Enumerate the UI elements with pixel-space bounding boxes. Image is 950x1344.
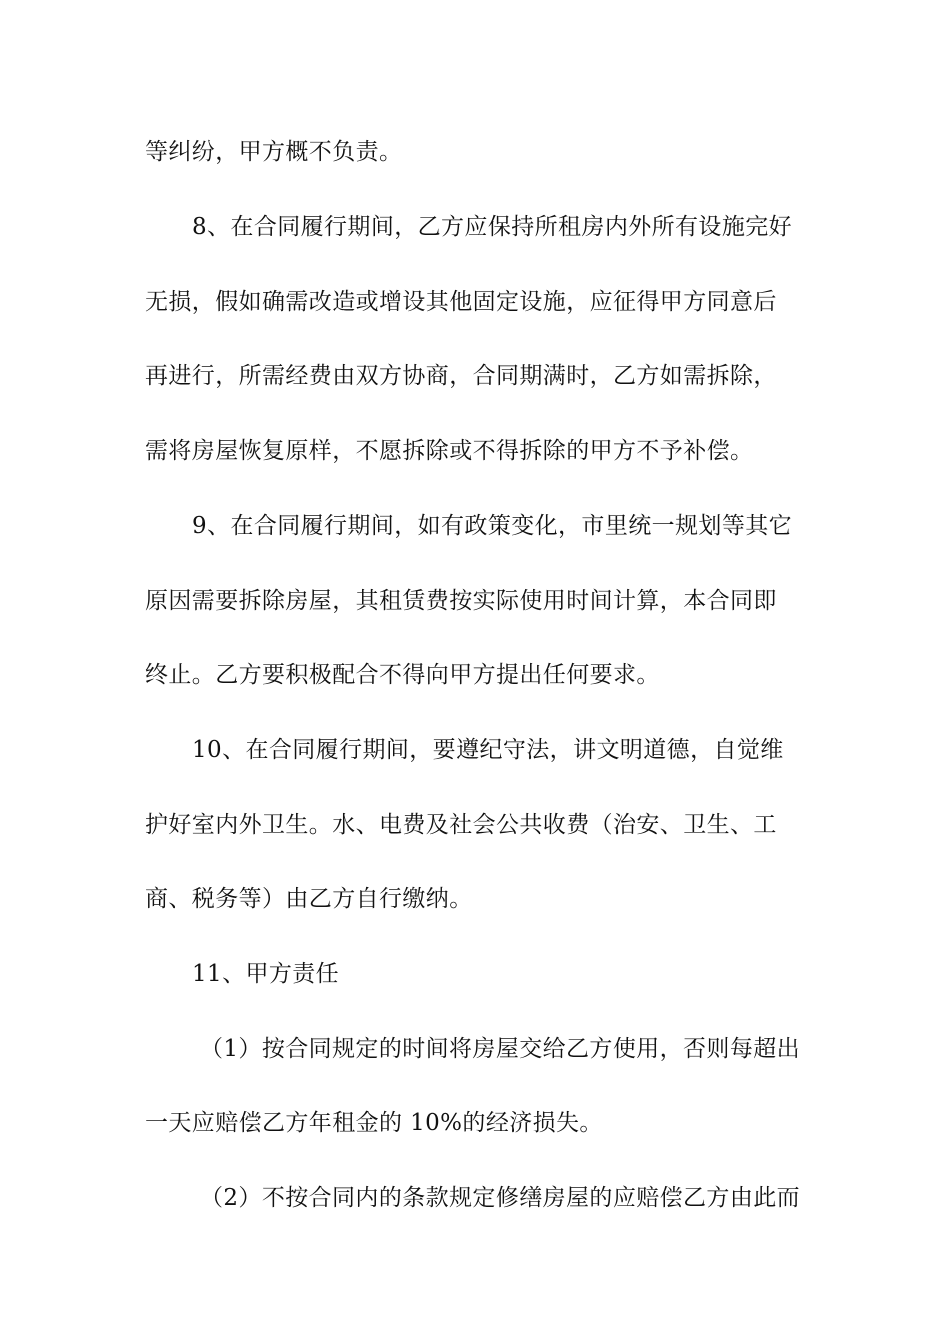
clause-8-line-4: 需将房屋恢复原样，不愿拆除或不得拆除的甲方不予补偿。 — [145, 438, 754, 464]
clause-7-end-line: 等纠纷，甲方概不负责。 — [145, 139, 403, 165]
clause-11-item-2-line-1: （2）不按合同内的条款规定修缮房屋的应赔偿乙方由此而 — [200, 1185, 801, 1211]
clause-9-line-1: 9、在合同履行期间，如有政策变化，市里统一规划等其它 — [192, 513, 793, 539]
clause-8-line-3: 再进行，所需经费由双方协商，合同期满时，乙方如需拆除， — [145, 363, 777, 389]
clause-9-line-3: 终止。乙方要积极配合不得向甲方提出任何要求。 — [145, 662, 660, 688]
clause-10-line-3: 商、税务等）由乙方自行缴纳。 — [145, 886, 473, 912]
clause-9-line-2: 原因需要拆除房屋，其租赁费按实际使用时间计算，本合同即 — [145, 588, 777, 614]
clause-10-line-2: 护好室内外卫生。水、电费及社会公共收费（治安、卫生、工 — [145, 812, 777, 838]
clause-11-item-1-line-1: （1）按合同规定的时间将房屋交给乙方使用，否则每超出 — [200, 1036, 801, 1062]
clause-10-line-1: 10、在合同履行期间，要遵纪守法，讲文明道德，自觉维 — [192, 737, 784, 763]
clause-11-item-1-line-2: 一天应赔偿乙方年租金的 10%的经济损失。 — [145, 1110, 603, 1136]
clause-11-heading: 11、甲方责任 — [192, 961, 340, 987]
clause-8-line-1: 8、在合同履行期间，乙方应保持所租房内外所有设施完好 — [192, 214, 793, 240]
clause-8-line-2: 无损，假如确需改造或增设其他固定设施，应征得甲方同意后 — [145, 289, 777, 315]
